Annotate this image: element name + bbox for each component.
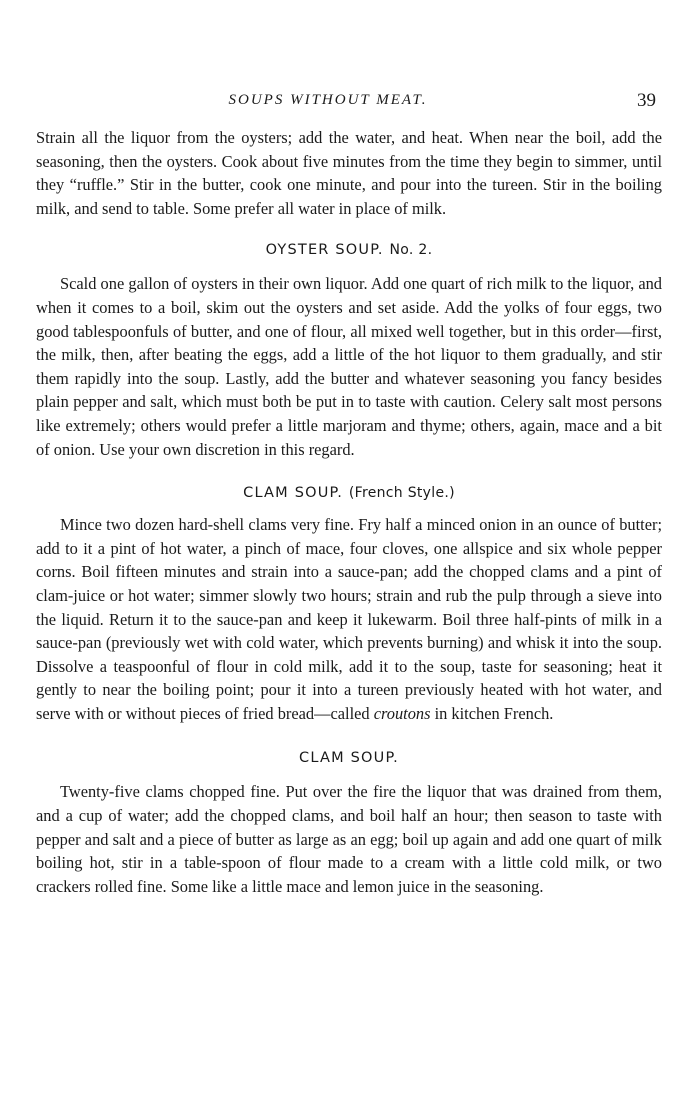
running-title: SOUPS WITHOUT MEAT. bbox=[228, 92, 428, 108]
recipe-heading-clam-soup bbox=[36, 750, 662, 766]
page-number: 39 bbox=[637, 90, 656, 111]
recipe-paragraph-clam-soup: Twenty-five clams chopped fine. Put over the fire the liquor that was drained from them, and a cup of water; add the chopped clams, and boil half an hour; then season to taste with pepper and salt and a piece of butter as large as an egg; boil up again and add one quart of milk boiling hot, stir in a table-spoon of flour made to a cream with a little cold milk, or two crackers rolled fine. Some like a little mace and lemon juice in the seasoning. bbox=[36, 782, 662, 896]
recipe-title: OYSTER SOUP. bbox=[265, 242, 384, 259]
recipe-title: CLAM SOUP. bbox=[299, 750, 399, 767]
recipe-subtitle: No. 2. bbox=[389, 242, 433, 259]
italic-term: croutons bbox=[373, 703, 431, 723]
running-head bbox=[36, 92, 656, 116]
recipe-subtitle: (French Style.) bbox=[348, 485, 455, 502]
recipe-heading-oyster-soup-2 bbox=[36, 242, 662, 258]
paragraph-text: Mince two dozen hard-shell clams very fine. Fry half a minced onion in an ounce of butter; add to it a pint of hot water, a pinch of mace, four cloves, one allspice and six whole pepper corns. Boil fifteen minutes and strain into a sauce-pan; add the chopped clams and a pint of clam-juice or hot water; simmer slowly two hours; strain and rub the pulp through a sieve into the liquid. Return it to the sauce-pan and keep it lukewarm. Boil three half-pints of milk in a sauce-pan (previously wet with cold water, which prevents burning) and whisk it into the soup. Dissolve a teaspoonful of flour in cold milk, add it to the soup, taste for seasoning; heat it gently to near the boiling point; pour it into a tureen previously heated with hot water, and serve with or without pieces of fried bread—called bbox=[36, 515, 662, 723]
paragraph-text-end: in kitchen French. bbox=[430, 703, 554, 723]
body-text bbox=[36, 126, 662, 898]
continuation-paragraph: Strain all the liquor from the oysters; add the water, and heat. When near the boil, add the seasoning, then the oysters. Cook about five minutes from the time they begin to simmer, until they “ruffle.” Stir in the butter, cook one minute, and pour into the tureen. Stir in the boiling milk, and send to table. Some prefer all water in place of milk. bbox=[36, 128, 662, 218]
recipe-paragraph-clam-soup-french bbox=[36, 513, 662, 725]
recipe-paragraph-oyster-soup-2: Scald one gallon of oysters in their own liquor. Add one quart of rich milk to the liquor, and when it comes to a boil, skim out the oysters and set aside. Add the yolks of four eggs, two good tablespoonfuls of butter, and one of flour, all mixed well together, but in this order—first, the milk, then, after beating the eggs, add a little of the hot liquor to them gradually, and stir them rapidly into the soup. Lastly, add the butter and whatever seasoning you fancy besides plain pepper and salt, which must both be put in to taste with caution. Celery salt most persons like extremely; others would prefer a little marjoram and thyme; others, again, mace and a bit of onion. Use your own discretion in this regard. bbox=[36, 274, 662, 459]
recipe-title: CLAM SOUP. bbox=[243, 485, 344, 502]
recipe-heading-clam-soup-french bbox=[36, 485, 662, 501]
